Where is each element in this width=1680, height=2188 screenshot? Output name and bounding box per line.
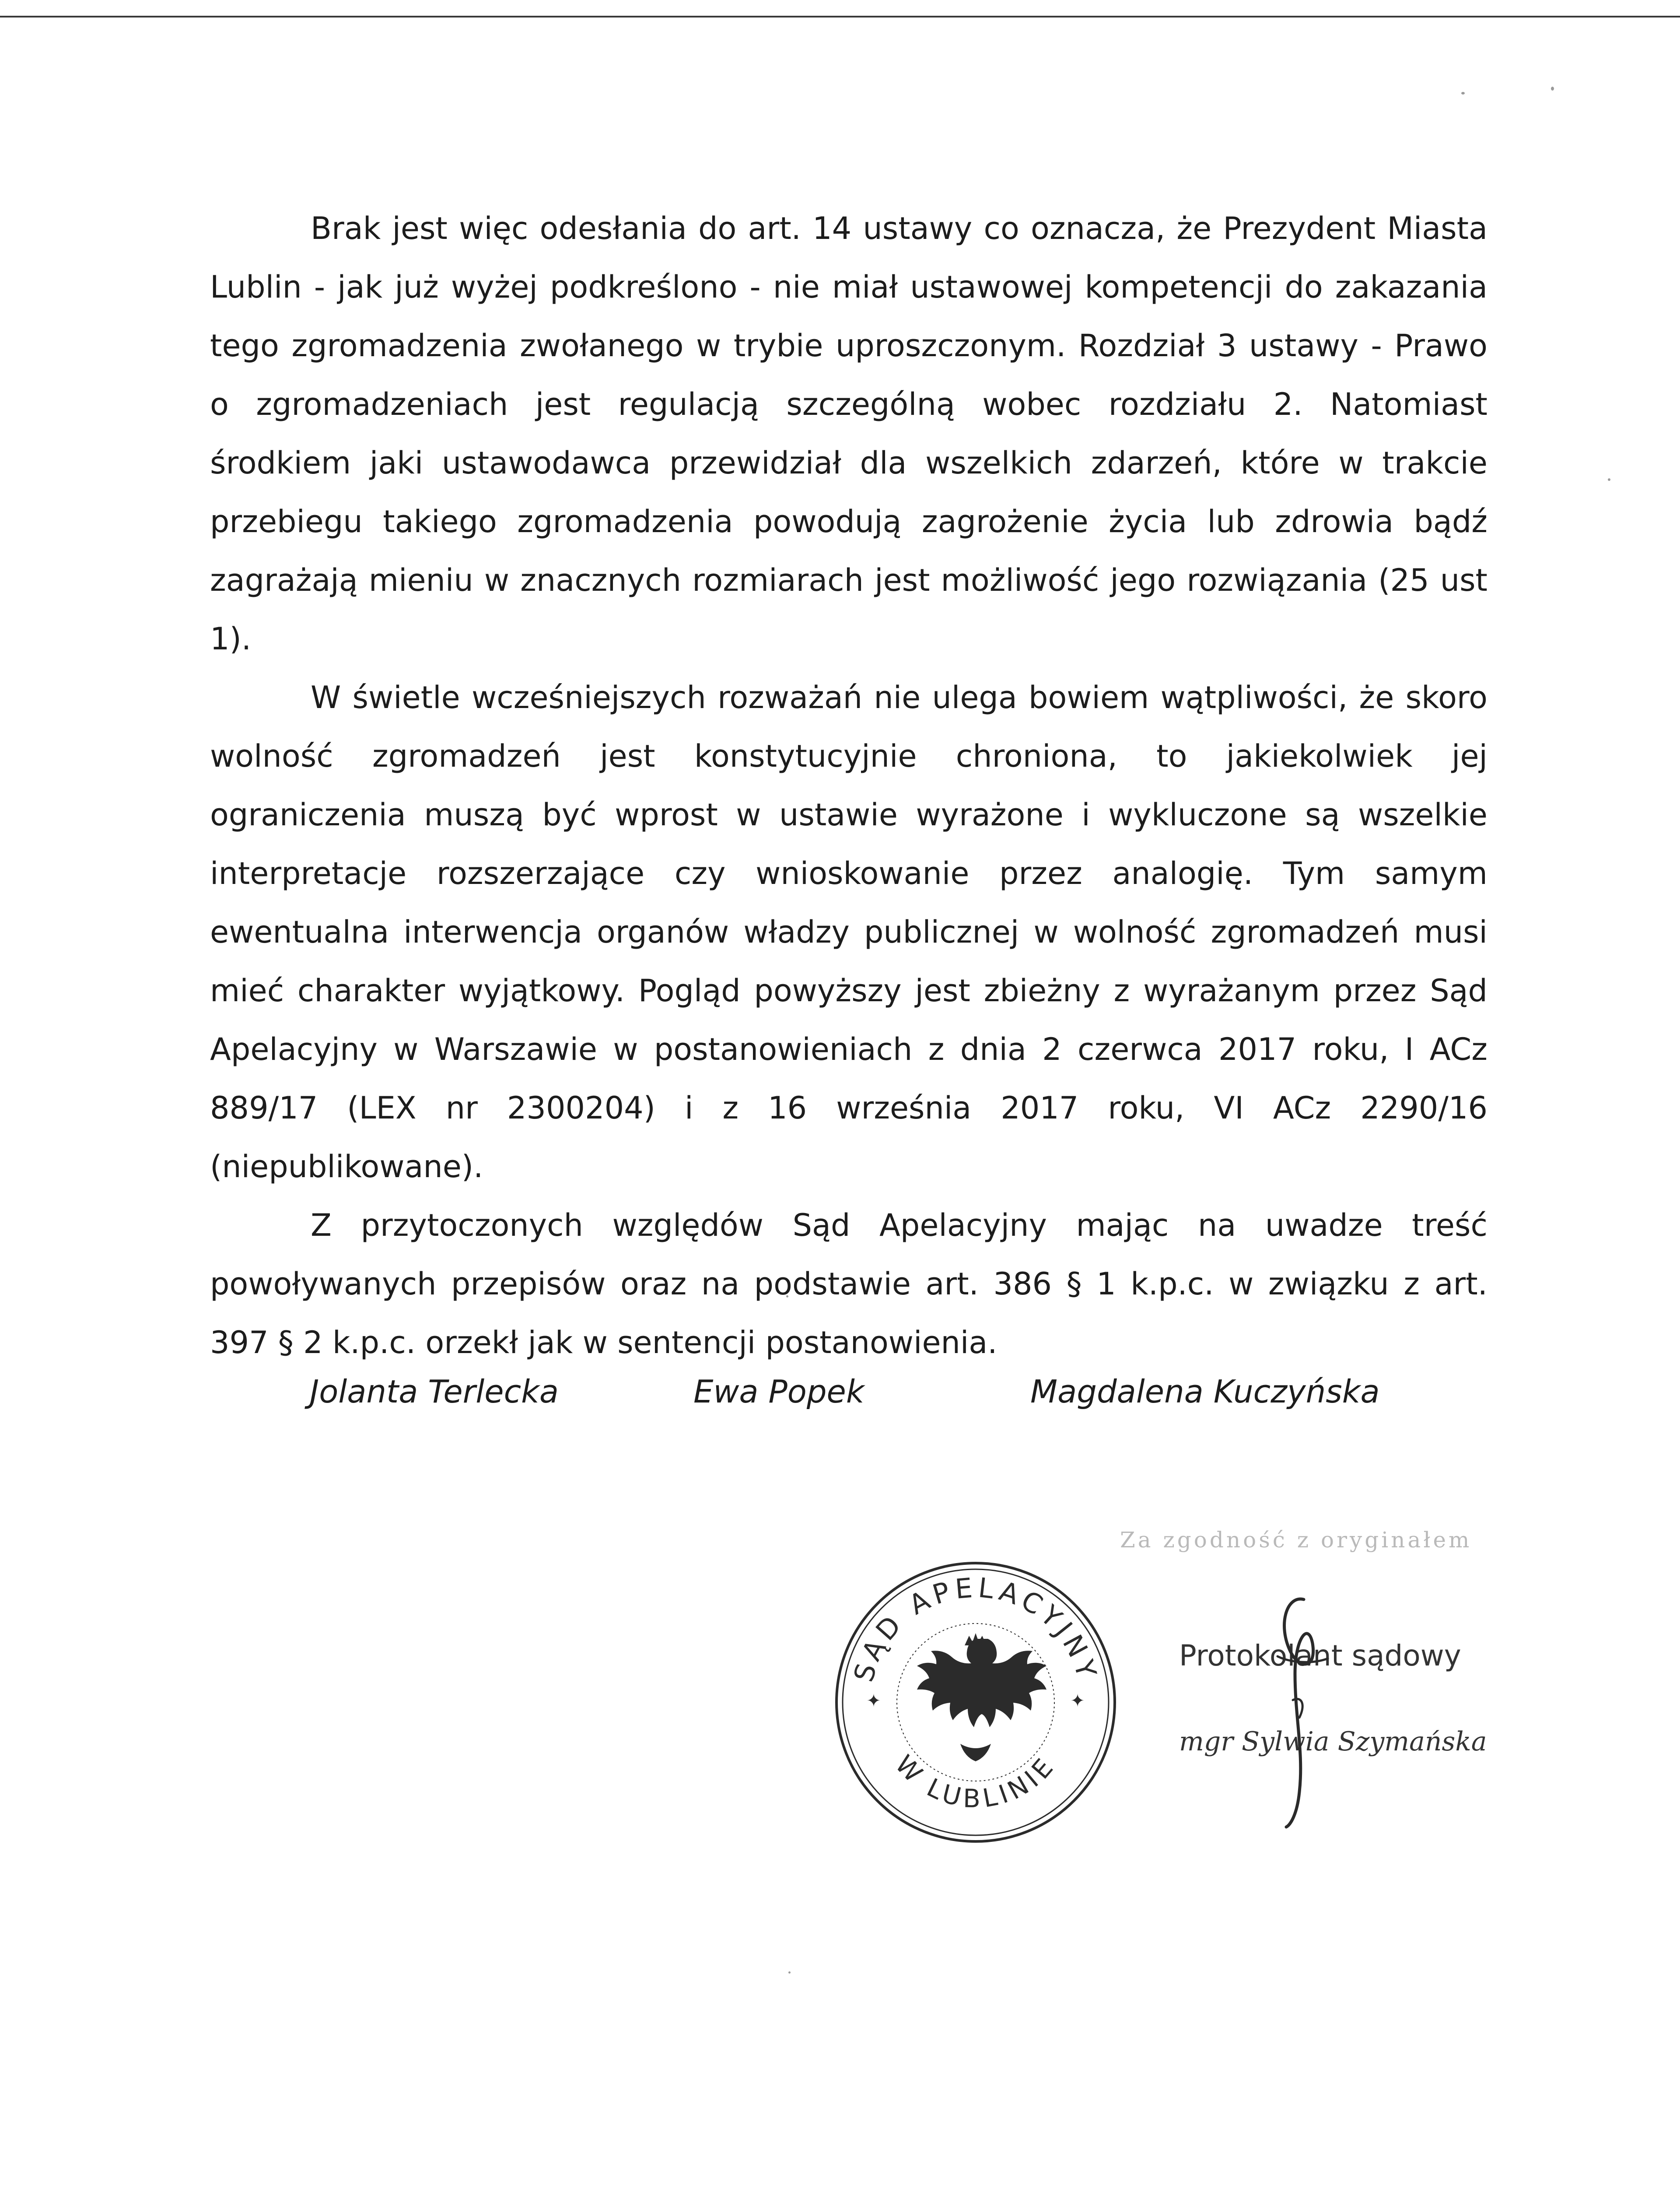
scan-speck — [788, 1971, 791, 1974]
scan-speck — [1608, 478, 1610, 481]
clerk-signature — [1251, 1586, 1348, 1831]
seal-text-bottom: W LUBLINIE — [889, 1749, 1062, 1814]
svg-text:✦: ✦ — [1070, 1691, 1085, 1711]
signatory-name: Ewa Popek — [693, 1373, 864, 1410]
eagle-emblem — [917, 1633, 1046, 1761]
paragraph: Brak jest więc odesłania do art. 14 ustawy co oznacza, że Prezydent Miasta Lublin - jak już wyżej podkreślono - nie miał ustawowej kompetencji do zakazania tego zgromadzenia zwołanego w trybie uproszczonym. Rozdział 3 ustawy - Prawo o zgromadzeniach jest regulacją szczególną wobec rozdziału 2. Natomiast środkiem jaki ustawodawca przewidział dla wszelkich zdarzeń, które w trakcie przebiegu takiego zgromadzenia powodują zagrożenie życia lub zdrowia bądź zagrażają mieniu w znacznych rozmiarach jest możliwość jego rozwiązania (25 ust 1). — [210, 210, 1488, 657]
signatory-name: Magdalena Kuczyńska — [1030, 1373, 1380, 1410]
svg-text:✦: ✦ — [866, 1691, 881, 1711]
scan-top-border — [0, 16, 1680, 18]
clerk-name: mgr Sylwia Szymańska — [1179, 1726, 1487, 1757]
certified-copy-stamp: Za zgodność z oryginałem — [1120, 1527, 1472, 1553]
paragraph: W świetle wcześniejszych rozważań nie ulega bowiem wątpliwości, że skoro wolność zgromadzeń jest konstytucyjnie chroniona, to jakiekolwiek jej ograniczenia muszą być wprost w ustawie wyrażone i wykluczone są wszelkie interpretacje rozszerzające czy wnioskowanie przez analogię. Tym samym ewentualna interwencja organów władzy publicznej w wolność zgromadzeń musi mieć charakter wyjątkowy. Pogląd powyższy jest zbieżny z wyrażanym przez Sąd Apelacyjny w Warszawie w postanowieniach z dnia 2 czerwca 2017 roku, I ACz 889/17 (LEX nr 2300204) i z 16 września 2017 roku, VI ACz 2290/16 (niepublikowane). — [210, 680, 1488, 1185]
scan-speck — [1461, 92, 1465, 95]
document-body — [210, 199, 1488, 1372]
clerk-title: Protokolant sądowy — [1179, 1639, 1461, 1673]
paragraph: Z przytoczonych względów Sąd Apelacyjny mając na uwadze treść powoływanych przepisów oraz na podstawie art. 386 § 1 k.p.c. w związku z art. 397 § 2 k.p.c. orzekł jak w sentencji postanowienia. — [210, 1207, 1488, 1360]
court-seal — [829, 1556, 1122, 1849]
scan-speck — [1551, 87, 1554, 91]
seal-text-top: SĄD APELACYJNY — [847, 1571, 1104, 1686]
signatures-row — [0, 1373, 1680, 1426]
signatory-name: Jolanta Terlecka — [310, 1373, 559, 1410]
